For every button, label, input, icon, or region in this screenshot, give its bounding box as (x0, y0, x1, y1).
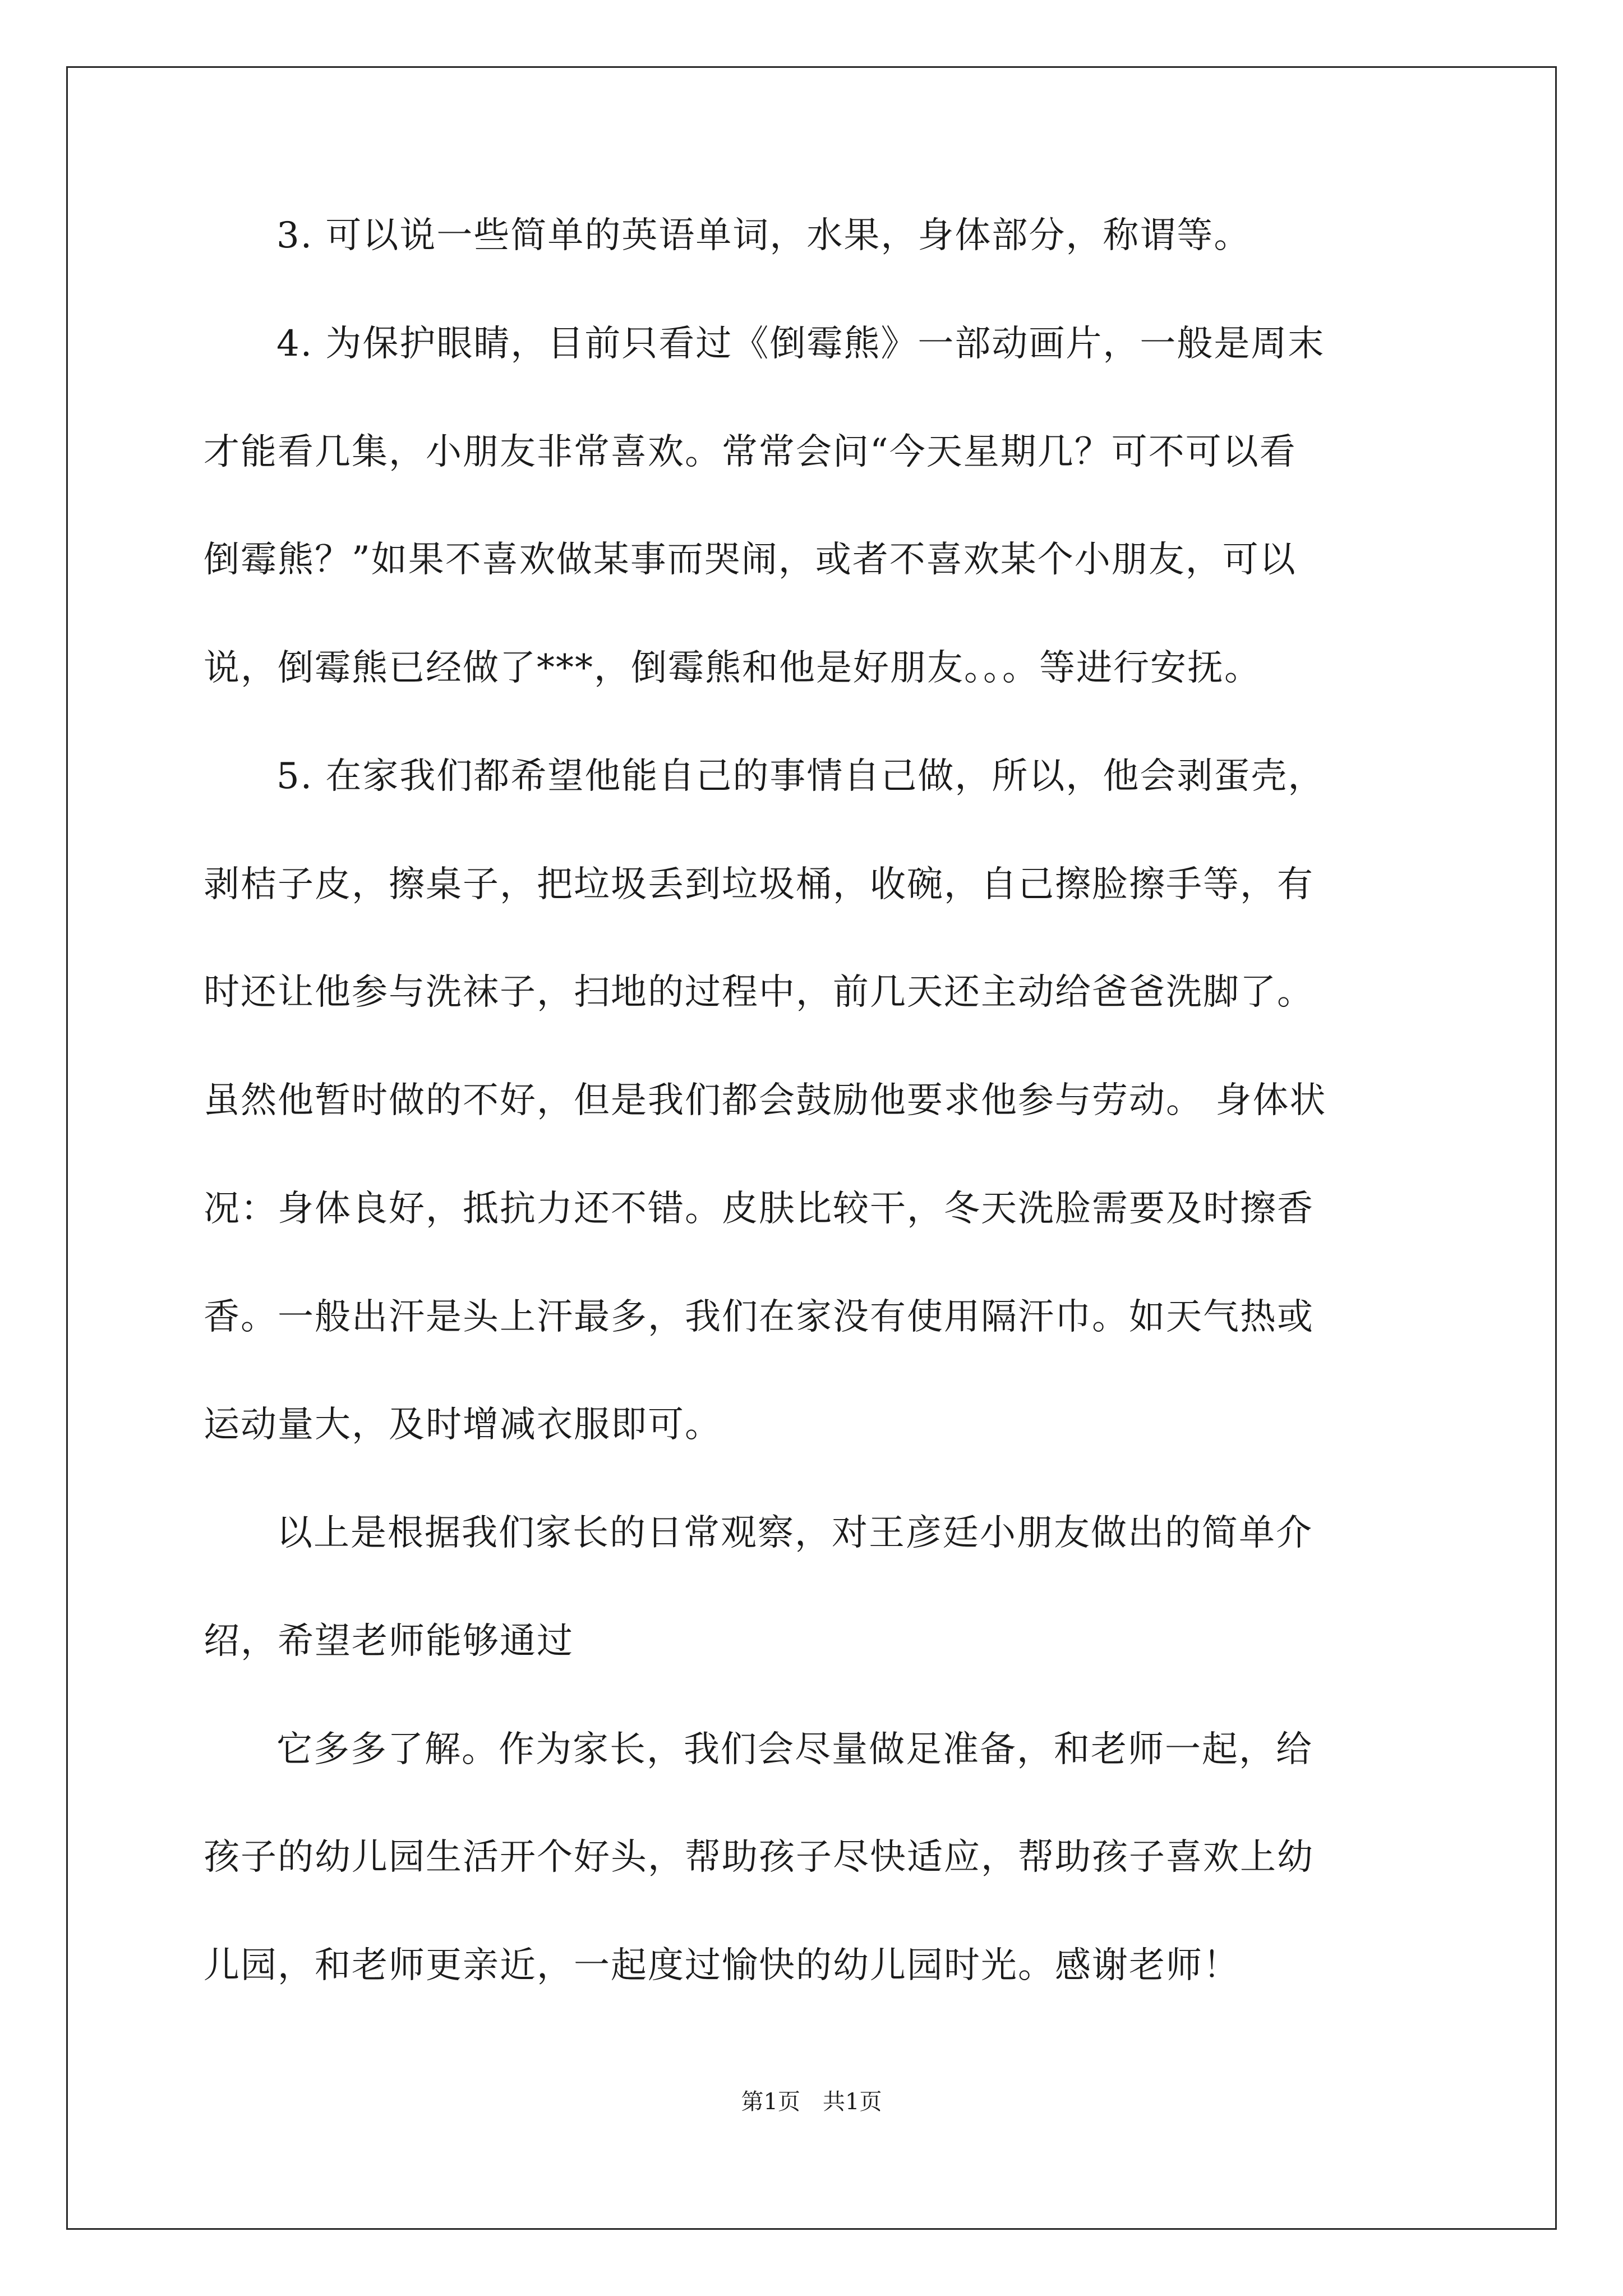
text-line: 3. 可以说一些简单的英语单词，水果，身体部分，称谓等。 (276, 215, 1251, 256)
text-line: 孩子的幼儿园生活开个好头，帮助孩子尽快适应，帮助孩子喜欢上幼 (204, 1837, 1314, 1878)
text-line: 说，倒霉熊已经做了***，倒霉熊和他是好朋友。。。等进行安抚。 (204, 647, 1261, 689)
text-line: 儿园，和老师更亲近，一起度过愉快的幼儿园时光。感谢老师！ (204, 1945, 1240, 1986)
text-line: 况：身体良好，抵抗力还不错。皮肤比较干，冬天洗脸需要及时擦香 (204, 1188, 1314, 1230)
text-line: 它多多了解。作为家长，我们会尽量做足准备，和老师一起，给 (276, 1729, 1313, 1770)
text-line: 倒霉熊？”如果不喜欢做某事而哭闹，或者不喜欢某个小朋友，可以 (204, 539, 1297, 581)
page-number-total: 共1页 (823, 2089, 882, 2115)
page-border (66, 66, 1557, 2230)
text-line: 虽然他暂时做的不好，但是我们都会鼓励他要求他参与劳动。 身体状 (204, 1080, 1327, 1121)
text-line: 剥桔子皮，擦桌子，把垃圾丢到垃圾桶，收碗，自己擦脸擦手等，有 (204, 864, 1314, 905)
text-line: 香。一般出汗是头上汗最多，我们在家没有使用隔汗巾。如天气热或 (204, 1296, 1314, 1338)
page-number-current: 第1页 (741, 2089, 800, 2115)
page-footer (0, 2088, 1623, 2116)
text-line: 4. 为保护眼睛，目前只看过《倒霉熊》一部动画片，一般是周末 (276, 323, 1325, 365)
text-line: 绍，希望老师能够通过 (204, 1621, 574, 1662)
text-line: 才能看几集，小朋友非常喜欢。常常会问“今天星期几？可不可以看 (204, 431, 1297, 473)
text-line: 时还让他参与洗袜子，扫地的过程中，前几天还主动给爸爸洗脚了。 (204, 972, 1314, 1013)
text-line: 运动量大，及时增减衣服即可。 (204, 1404, 722, 1446)
text-line: 5. 在家我们都希望他能自己的事情自己做，所以，他会剥蛋壳， (276, 756, 1325, 797)
text-line: 以上是根据我们家长的日常观察，对王彦廷小朋友做出的简单介 (276, 1512, 1313, 1554)
